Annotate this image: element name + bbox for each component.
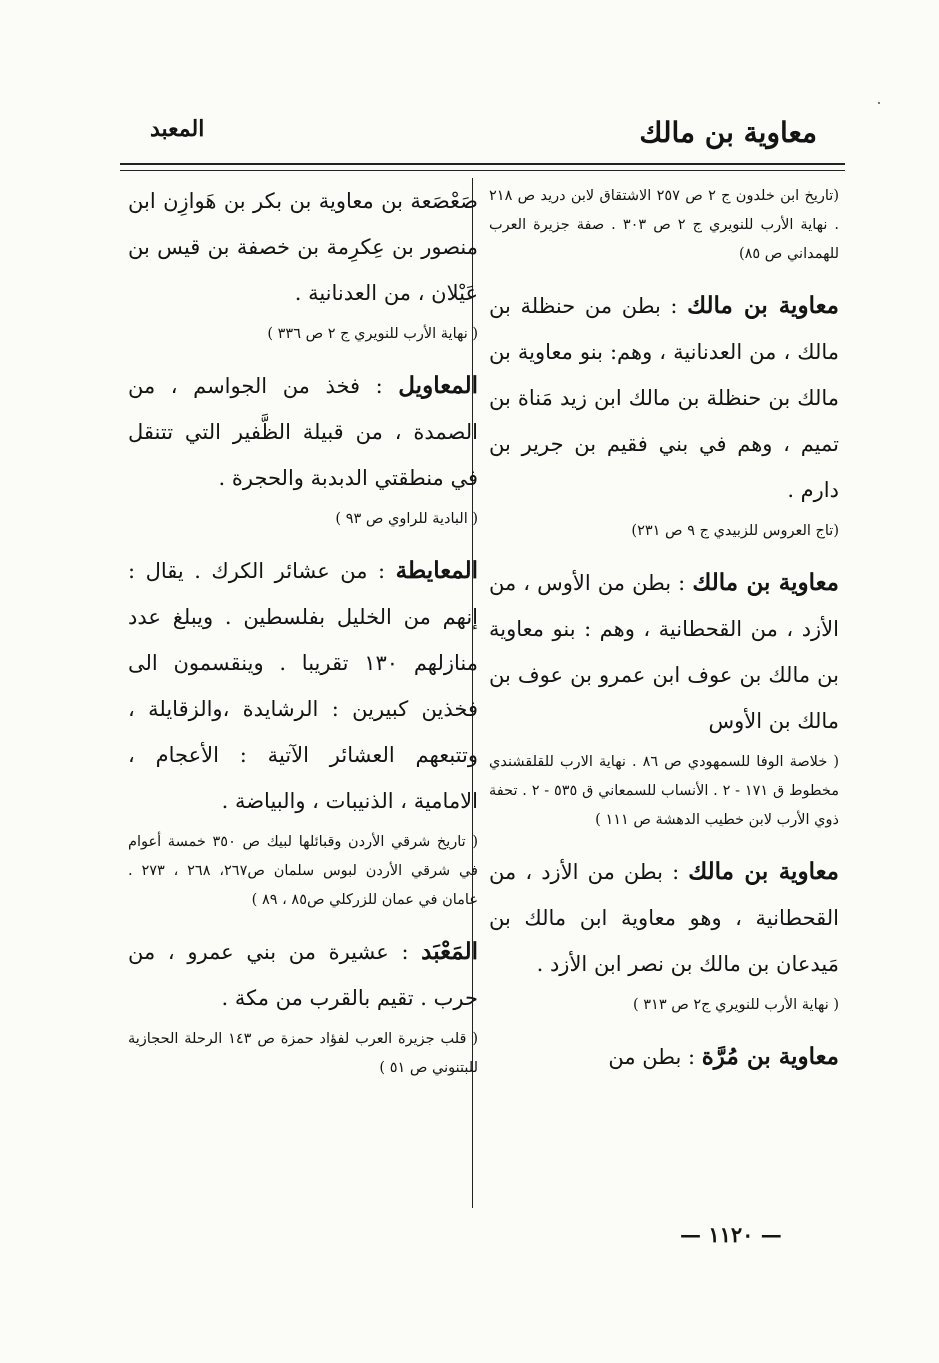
entry-text: : من عشائر الكرك . يقال : إنهم من الخليل بفلسطين . ويبلغ عدد منازلهم ١٣٠ تقريبا . وينقسمون الى فخذين كبيرين : الرشايدة ،والزقايلة ، وتتبعهم العشائر الآتية : الأعجام ، الامامية ، الذنيبات ، والبياضة . xyxy=(128,559,478,813)
entry-source: ( خلاصة الوفا للسمهودي ص ٨٦ . نهاية الارب للقلقشندي مخطوط ق ١٧١ - ٢ . الأنساب للسمعاني ق ٥٣٥ - ٢ . تحفة ذوي الأرب لابن خطيب الدهشة ص ١١١ ) xyxy=(489,754,839,828)
entry-text: : فخذ من الجواسم ، من الصمدة ، من قبيلة الظَّفير التي تتنقل في منطقتي الدبدبة والحجرة . xyxy=(128,374,478,490)
entry-muawiya-bin-murra xyxy=(489,1034,839,1080)
entry-continuation xyxy=(128,178,478,349)
running-head-left: المعبد xyxy=(150,116,205,142)
entry-text: : بطن من حنظلة بن مالك ، من العدنانية ، وهم: بنو معاوية بن مالك بن حنظلة بن مالك ابن زيد مَناة بن تميم ، وهم في بني فقيم بن جرير بن دارم . xyxy=(489,294,839,502)
entry-text: : عشيرة من بني عمرو ، من حرب . تقيم بالقرب من مكة . xyxy=(128,940,478,1010)
header-rule-thin xyxy=(120,170,845,171)
entry-source: ( قلب جزيرة العرب لفؤاد حمزة ص ١٤٣ الرحلة الحجازية للبتنوني ص ٥١ ) xyxy=(128,1031,478,1076)
scan-speck xyxy=(878,102,880,104)
entry-al-maayta xyxy=(128,548,478,915)
header-rule-thick xyxy=(120,163,845,165)
entry-text: : بطن من الأوس ، من الأزد ، من القحطانية ، وهم : بنو معاوية بن مالك بن عوف ابن عمرو بن عوف بن مالك بن الأوس xyxy=(489,571,839,733)
entry-headword: المعاويل xyxy=(398,372,478,399)
entry-continuation xyxy=(489,182,839,269)
page-number: — ١١٢٠ — xyxy=(680,1222,782,1247)
entry-headword: معاوية بن مالك xyxy=(692,569,839,596)
entry-headword: المَعْبَد xyxy=(421,938,478,965)
entry-al-mabad xyxy=(128,929,478,1083)
entry-source: (تاج العروس للزبيدي ج ٩ ص ٢٣١) xyxy=(631,523,839,539)
entry-headword: معاوية بن مالك xyxy=(687,292,839,319)
entry-muawiya-bin-malik-1 xyxy=(489,283,839,546)
entry-source: (تاريخ ابن خلدون ج ٢ ص ٢٥٧ الاشتقاق لابن دريد ص ٢١٨ . نهاية الأرب للنويري ج ٢ ص ٣٠٣ . صفة جزيرة العرب للهمداني ص ٨٥) xyxy=(489,188,840,262)
entry-headword: معاوية بن مُرَّة xyxy=(701,1043,839,1070)
entry-source: ( البادية للراوي ص ٩٣ ) xyxy=(335,511,478,527)
entry-source: ( نهاية الأرب للنويري ج ٢ ص ٣٣٦ ) xyxy=(267,326,478,342)
entry-muawiya-bin-malik-2 xyxy=(489,560,839,835)
entry-source: ( نهاية الأرب للنويري ج٢ ص ٣١٣ ) xyxy=(632,997,839,1013)
entry-headword: المعايطة xyxy=(395,557,478,584)
right-column xyxy=(489,178,839,1094)
entry-source: ( تاريخ شرقي الأردن وقبائلها لبيك ص ٣٥٠ خمسة أعوام في شرقي الأردن لبوس سلمان ص٢٦٧، ٢٦٨ ، ٢٧٣ . عامان في عمان للزركلي ص٨٥ ، ٨٩ ) xyxy=(128,834,479,908)
entry-headword: معاوية بن مالك xyxy=(688,858,839,885)
entry-muawiya-bin-malik-3 xyxy=(489,849,839,1020)
entry-text: : بطن من الأزد ، من القحطانية ، وهو معاوية ابن مالك بن مَيدعان بن مالك بن نصر ابن الأزد . xyxy=(489,860,839,976)
entry-text: صَعْصَعة بن معاوية بن بكر بن هَوازِن ابن منصور بن عِكرِمة بن خصفة بن قيس بن عَيْلان ، من العدنانية . xyxy=(128,189,478,305)
left-column xyxy=(128,178,478,1097)
entry-text: : بطن من xyxy=(608,1045,696,1069)
entry-al-maawil xyxy=(128,363,478,534)
running-head-right: معاوية بن مالك xyxy=(639,116,817,149)
